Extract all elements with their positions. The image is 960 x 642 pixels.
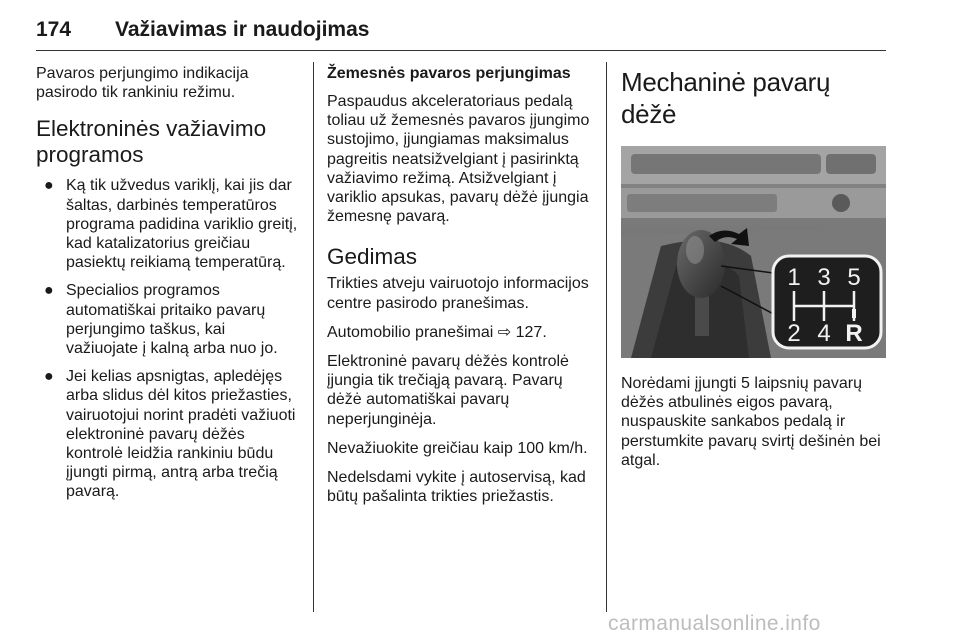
list-item: [36, 176, 298, 272]
section-heading-kickdown: Žemesnės pavaros perjungimas: [327, 65, 571, 82]
page-header: [36, 18, 886, 50]
fault-paragraph: Nevažiuokite greičiau kaip 100 km/h.: [327, 439, 588, 457]
header-rule: [36, 50, 886, 51]
bullet-icon: ●: [44, 368, 54, 386]
gear-label-top: 1: [787, 264, 801, 291]
section-heading-fault: Gedimas: [327, 244, 418, 270]
list-item: [36, 281, 298, 358]
column-divider: [606, 62, 607, 612]
section-heading-programs: Elektroninės važiavimo programos: [36, 116, 267, 168]
column-right: [621, 66, 889, 480]
page-title: Važiavimas ir naudojimas: [115, 18, 370, 41]
list-item-text: Ką tik užvedus variklį, kai jis dar šaltas, darbinės temperatūros programa padidina variklio greitį, kad katalizatorius greičiau pasiektų reikiamą temperatūrą.: [66, 177, 298, 272]
intro-paragraph: Pavaros perjungimo indikacija pasirodo tik rankiniu režimu.: [36, 65, 249, 102]
fault-reference: [327, 323, 595, 342]
section-heading-manual-gearbox: Mechaninė pavarų dėžė: [621, 67, 831, 129]
column-divider: [313, 62, 314, 612]
gear-label-reverse: R: [845, 320, 863, 347]
gear-lever-photo-icon: [621, 146, 886, 358]
gear-label-top: 3: [817, 264, 831, 291]
page-number: 174: [36, 18, 72, 41]
reference-arrow-icon: ⇨: [497, 323, 512, 341]
manual-gearbox-paragraph: Norėdami įjungti 5 laipsnių pavarų dėžės atbulinės eigos pavarą, nuspauskite sankabos pedalą ir perstumkite pavarų svirtį dešinėn bei atgal.: [621, 375, 881, 469]
column-middle: [327, 64, 595, 516]
gear-label-bottom: 2: [787, 320, 801, 347]
list-item: [36, 367, 298, 501]
fault-paragraph: Trikties atveju vairuotojo informacijos centre pasirodo pranešimas.: [327, 275, 589, 312]
gear-label-top: 5: [847, 264, 861, 291]
gear-label-bottom: 4: [817, 320, 831, 347]
list-item-text: Jei kelias apsnigtas, apledėjęs arba slidus dėl kitos priežasties, vairuotojui norint pradėti važiuoti elektroninė pavarų dėžės kontrolė leidžia rankiniu būdu įjungti pirmą, antrą arba trečią pavarą.: [66, 368, 296, 501]
list-item-text: Specialios programos automatiškai pritaiko pavarų perjungimo taškus, kai važiuojate į kalną arba nuo jo.: [66, 282, 278, 358]
kickdown-paragraph: Paspaudus akceleratoriaus pedalą toliau už žemesnės pavaros įjungimo sustojimo, įjungiamas maksimalus pagreitis neatsižvelgiant į pasirinktą važiavimo režimą. Atsižvelgiant į variklio apsukas, pavarų dėžė įjungia žemesnę pavarą.: [327, 93, 590, 226]
watermark: carmanualsonline.info: [608, 612, 821, 635]
fault-paragraph: Elektroninė pavarų dėžės kontrolė įjungia tik trečiąją pavarą. Pavarų dėžė automatiškai pavarų neperjunginėja.: [327, 353, 569, 428]
column-left: [36, 64, 298, 511]
reference-page-link[interactable]: 127.: [515, 323, 547, 341]
reference-text: Automobilio pranešimai: [327, 323, 494, 341]
fault-paragraph: Nedelsdami vykite į autoservisą, kad būtų pašalinta trikties priežastis.: [327, 469, 586, 506]
bullet-icon: ●: [44, 282, 54, 300]
bullet-list: [36, 176, 298, 501]
bullet-icon: ●: [44, 177, 54, 195]
